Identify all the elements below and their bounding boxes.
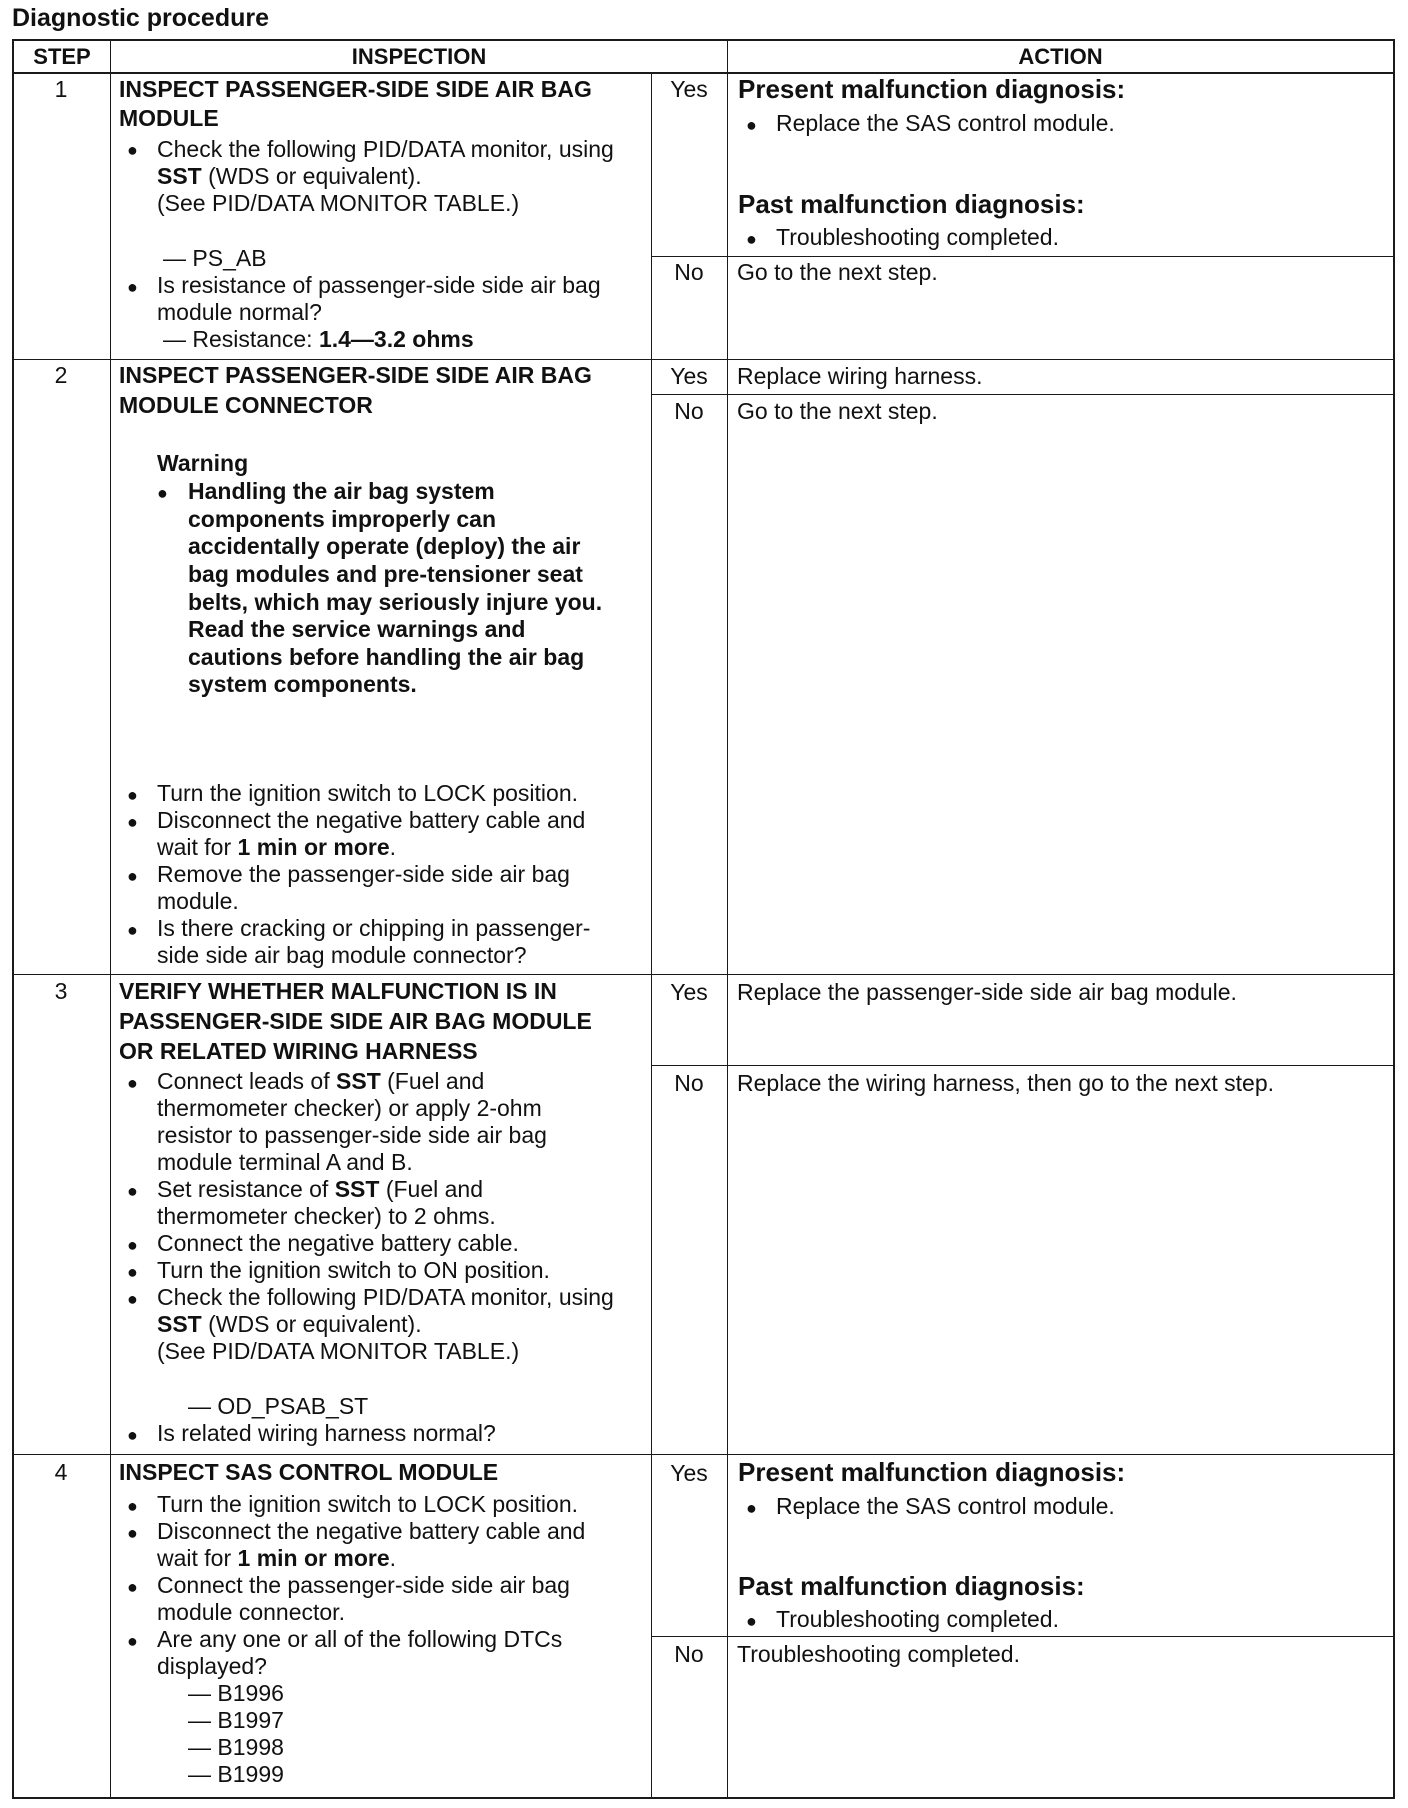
table-border-left [12, 39, 14, 1799]
inspection-text: module. [157, 888, 239, 914]
sst-desc: (WDS or equivalent). [201, 163, 422, 189]
warning-text: Read the service warnings and [188, 616, 526, 642]
bullet-icon: ● [127, 1631, 138, 1651]
step-number: 4 [54, 1459, 68, 1485]
bullet-icon: ● [157, 483, 168, 503]
action-text: Go to the next step. [737, 259, 938, 285]
table-border-header-bottom [12, 72, 1395, 74]
inspection-text: Check the following PID/DATA monitor, using [157, 1284, 614, 1310]
inspection-text [157, 1068, 484, 1095]
present-diagnosis-title: Present malfunction diagnosis: [738, 74, 1126, 104]
action-text: Replace the SAS control module. [776, 110, 1115, 136]
page-title: Diagnostic procedure [12, 4, 269, 32]
bullet-icon: ● [746, 1498, 757, 1518]
bullet-icon: ● [127, 785, 138, 805]
dtc-code: — B1997 [188, 1707, 284, 1733]
step-separator-3 [12, 1454, 1395, 1455]
no-label: No [674, 259, 704, 285]
text-part: Set resistance of [157, 1176, 335, 1202]
text-part: Connect leads of [157, 1068, 337, 1094]
step-separator-1 [12, 359, 1395, 360]
sst-label: SST [334, 1176, 380, 1202]
warning-text: Handling the air bag system [188, 478, 495, 504]
step-heading: VERIFY WHETHER MALFUNCTION IS IN [119, 978, 557, 1004]
dtc-code: — B1996 [188, 1680, 284, 1706]
action-text: Replace wiring harness. [737, 363, 983, 389]
bullet-icon: ● [127, 1523, 138, 1543]
yesno-separator-2 [651, 394, 1395, 395]
no-label: No [674, 1641, 704, 1667]
text-part: (Fuel and [380, 1068, 485, 1094]
sst-label: SST [157, 163, 202, 189]
bullet-icon: ● [127, 1181, 138, 1201]
step-number: 1 [54, 76, 68, 102]
yesno-separator-3 [651, 1065, 1395, 1066]
past-diagnosis-title: Past malfunction diagnosis: [738, 1571, 1085, 1601]
action-text: Replace the SAS control module. [776, 1493, 1115, 1519]
resistance-value: 1.4—3.2 ohms [318, 326, 474, 352]
inspection-text: (See PID/DATA MONITOR TABLE.) [157, 190, 520, 216]
inspection-text [157, 1176, 483, 1203]
inspection-text: Turn the ignition switch to LOCK position. [157, 780, 579, 806]
wait-label: wait for [157, 834, 238, 860]
warning-text: cautions before handling the air bag [188, 644, 585, 670]
step-number: 3 [54, 978, 68, 1004]
inspection-text: Check the following PID/DATA monitor, using [157, 136, 614, 162]
sst-label: SST [336, 1068, 381, 1094]
step-heading: INSPECT SAS CONTROL MODULE [119, 1459, 499, 1485]
dtc-code: — B1999 [188, 1761, 284, 1787]
inspection-text [157, 834, 396, 861]
col-divider-yesno [651, 72, 652, 1799]
bullet-icon: ● [746, 115, 757, 135]
dtc-code: — B1998 [188, 1734, 284, 1760]
inspection-text: Disconnect the negative battery cable and [157, 807, 586, 833]
step-heading: MODULE CONNECTOR [119, 392, 373, 418]
pid-name: — PS_AB [163, 245, 267, 271]
inspection-text: Connect the negative battery cable. [157, 1230, 519, 1256]
yesno-separator-4 [651, 1636, 1395, 1637]
inspection-text: side side air bag module connector? [157, 942, 527, 968]
wait-period: . [389, 834, 397, 860]
text-part: (Fuel and [379, 1176, 483, 1202]
bullet-icon: ● [127, 1235, 138, 1255]
yesno-separator-1 [651, 256, 1395, 257]
bullet-icon: ● [127, 1496, 138, 1516]
header-action: ACTION [1018, 44, 1103, 69]
step-heading: INSPECT PASSENGER-SIDE SIDE AIR BAG [119, 362, 592, 388]
bullet-icon: ● [127, 866, 138, 886]
inspection-text [157, 163, 422, 190]
header-step: STEP [33, 44, 91, 69]
step-heading: OR RELATED WIRING HARNESS [119, 1038, 478, 1064]
step-separator-2 [12, 974, 1395, 975]
inspection-text: Remove the passenger-side side air bag [157, 861, 570, 887]
resistance-label: — Resistance: [163, 326, 319, 352]
warning-text: system components. [188, 671, 417, 697]
table-border-top [12, 39, 1395, 41]
bullet-icon: ● [127, 140, 138, 160]
inspection-text [157, 1311, 422, 1338]
wait-label: wait for [157, 1545, 238, 1571]
wait-value: 1 min or more [237, 834, 390, 860]
inspection-text: Is resistance of passenger-side side air bag [157, 272, 601, 298]
bullet-icon: ● [127, 920, 138, 940]
action-text: Troubleshooting completed. [776, 1606, 1059, 1632]
col-divider-step [110, 39, 111, 1799]
inspection-text: Are any one or all of the following DTCs [157, 1626, 563, 1652]
sst-desc: (WDS or equivalent). [201, 1311, 422, 1337]
yes-label: Yes [670, 363, 708, 389]
inspection-text: Turn the ignition switch to ON position. [157, 1257, 550, 1283]
inspection-text: Turn the ignition switch to LOCK position. [157, 1491, 579, 1517]
bullet-icon: ● [127, 1577, 138, 1597]
warning-text: bag modules and pre-tensioner seat [188, 561, 583, 587]
inspection-text: Connect the passenger-side side air bag [157, 1572, 570, 1598]
inspection-text: module normal? [157, 299, 322, 325]
inspection-text: thermometer checker) to 2 ohms. [157, 1203, 496, 1229]
inspection-text [157, 1545, 396, 1572]
table-border-bottom [12, 1797, 1395, 1799]
wait-value: 1 min or more [237, 1545, 390, 1571]
inspection-text: module connector. [157, 1599, 345, 1625]
inspection-text: resistor to passenger-side side air bag [157, 1122, 547, 1148]
no-label: No [674, 1070, 704, 1096]
bullet-icon: ● [127, 1425, 138, 1445]
resistance-spec [163, 326, 474, 353]
bullet-icon: ● [127, 1073, 138, 1093]
yes-label: Yes [670, 1460, 708, 1486]
inspection-text: (See PID/DATA MONITOR TABLE.) [157, 1338, 520, 1364]
inspection-text: thermometer checker) or apply 2-ohm [157, 1095, 542, 1121]
step-heading: PASSENGER-SIDE SIDE AIR BAG MODULE [119, 1008, 592, 1034]
step-heading: INSPECT PASSENGER-SIDE SIDE AIR BAG [119, 76, 592, 102]
action-text: Troubleshooting completed. [776, 224, 1059, 250]
bullet-icon: ● [127, 277, 138, 297]
yes-label: Yes [670, 76, 708, 102]
pid-name: — OD_PSAB_ST [188, 1393, 369, 1419]
inspection-text: module terminal A and B. [157, 1149, 413, 1175]
action-text: Troubleshooting completed. [737, 1641, 1020, 1667]
header-inspection: INSPECTION [351, 44, 487, 69]
action-text: Replace the wiring harness, then go to the next step. [737, 1070, 1274, 1096]
bullet-icon: ● [746, 229, 757, 249]
sst-label: SST [157, 1311, 202, 1337]
warning-text: components improperly can [188, 506, 497, 532]
past-diagnosis-title: Past malfunction diagnosis: [738, 189, 1085, 219]
action-text: Go to the next step. [737, 398, 938, 424]
action-text: Replace the passenger-side side air bag module. [737, 979, 1237, 1005]
yes-label: Yes [670, 979, 708, 1005]
inspection-text: displayed? [157, 1653, 267, 1679]
warning-text: accidentally operate (deploy) the air [188, 533, 581, 559]
present-diagnosis-title: Present malfunction diagnosis: [738, 1457, 1126, 1487]
step-number: 2 [54, 362, 68, 388]
bullet-icon: ● [127, 1289, 138, 1309]
no-label: No [674, 398, 704, 424]
table-border-right [1393, 39, 1395, 1799]
inspection-text: Is there cracking or chipping in passenger- [157, 915, 591, 941]
col-divider-action [727, 39, 728, 1799]
inspection-text: Disconnect the negative battery cable and [157, 1518, 586, 1544]
bullet-icon: ● [127, 1262, 138, 1282]
bullet-icon: ● [746, 1611, 757, 1631]
wait-period: . [389, 1545, 397, 1571]
step-heading: MODULE [119, 105, 219, 131]
inspection-text: Is related wiring harness normal? [157, 1420, 496, 1446]
warning-text: belts, which may seriously injure you. [188, 589, 603, 615]
warning-title: Warning [157, 450, 249, 476]
bullet-icon: ● [127, 812, 138, 832]
